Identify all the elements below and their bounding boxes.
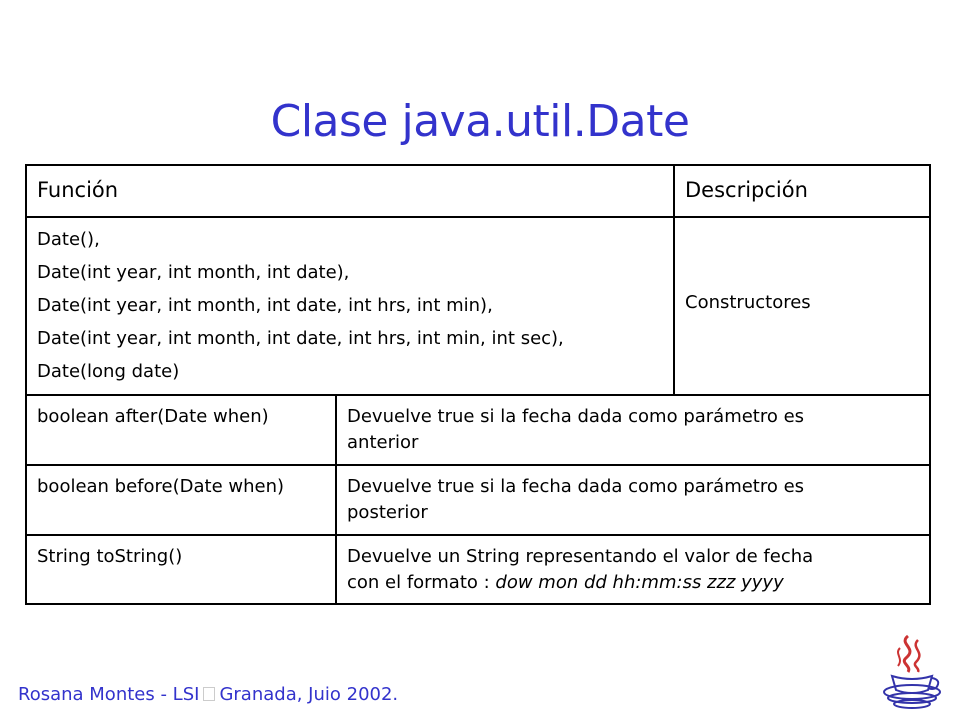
table-row bbox=[27, 218, 929, 396]
description-line: Devuelve true si la fecha dada como parámetro es bbox=[347, 476, 805, 497]
header-description: Descripción bbox=[685, 178, 808, 202]
description-line bbox=[347, 570, 921, 596]
function-cell: boolean after(Date when) bbox=[27, 396, 337, 464]
constructor-line: Date(int year, int month, int date), bbox=[37, 262, 350, 283]
description-line: Devuelve true si la fecha dada como parámetro es bbox=[347, 406, 805, 427]
table-row bbox=[27, 396, 929, 466]
table-row bbox=[27, 536, 929, 603]
slide-footer bbox=[18, 684, 398, 705]
date-format-pattern: dow mon dd hh:mm:ss zzz yyyy bbox=[495, 572, 784, 593]
header-function: Función bbox=[27, 166, 675, 216]
constructor-line: Date(), bbox=[37, 229, 100, 250]
footer-place: Granada, Juio 2002. bbox=[219, 684, 399, 705]
table-header-row bbox=[27, 166, 929, 218]
description-line: Devuelve un String representando el valor de fecha bbox=[347, 546, 814, 567]
footer-author: Rosana Montes - LSI bbox=[18, 684, 200, 705]
constructor-line: Date(long date) bbox=[37, 361, 180, 382]
description-line: posterior bbox=[347, 502, 428, 523]
description-cell bbox=[337, 396, 931, 464]
description-line: anterior bbox=[347, 432, 419, 453]
constructor-list bbox=[27, 218, 675, 394]
separator-glyph bbox=[203, 687, 215, 701]
constructor-line: Date(int year, int month, int date, int hrs, int min, int sec), bbox=[37, 328, 564, 349]
function-cell: boolean before(Date when) bbox=[27, 466, 337, 534]
constructor-line: Date(int year, int month, int date, int hrs, int min), bbox=[37, 295, 493, 316]
description-cell bbox=[337, 466, 931, 534]
constructors-description: Constructores bbox=[685, 291, 811, 313]
description-cell bbox=[337, 536, 931, 603]
slide-title: Clase java.util.Date bbox=[270, 96, 690, 147]
java-coffee-cup-icon bbox=[878, 630, 948, 710]
function-cell: String toString() bbox=[27, 536, 337, 603]
description-text: con el formato : bbox=[347, 572, 496, 593]
date-methods-table bbox=[25, 164, 931, 605]
table-row bbox=[27, 466, 929, 536]
